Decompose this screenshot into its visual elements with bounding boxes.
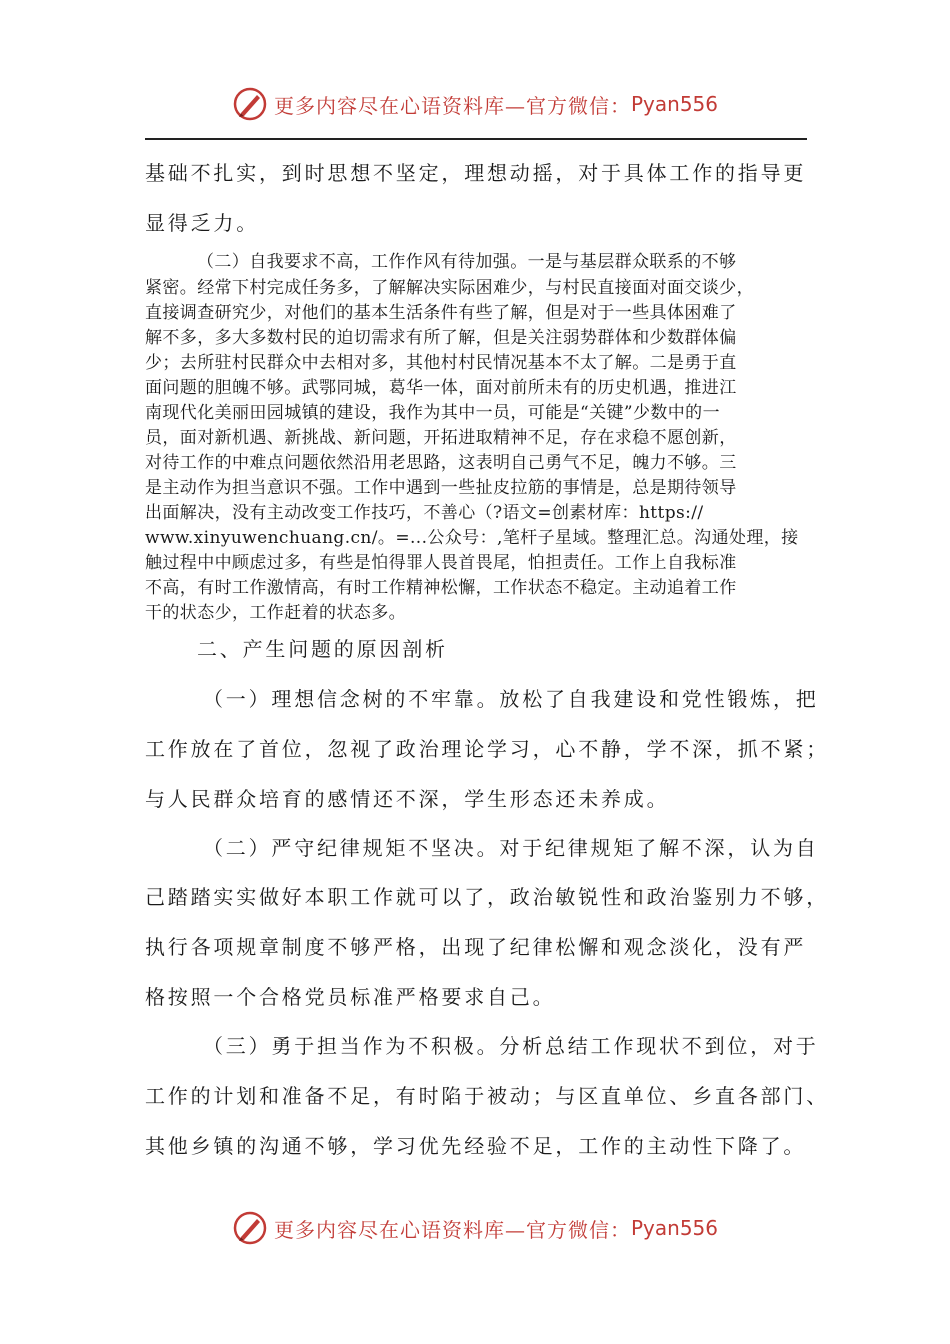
footer-wechat-id: Pyan556 — [630, 1216, 718, 1240]
header-banner — [0, 82, 950, 126]
section-heading: 二、产生问题的原因剖析 — [197, 637, 448, 661]
text-line: 格按照一个合格党员标准严格要求自己。 — [145, 985, 556, 1009]
text-line: 执行各项规章制度不够严格，出现了纪律松懈和观念淡化，没有严 — [145, 935, 807, 959]
text-line: 少；去所驻村民群众中去相对多，其他村村民情况基本不太了解。二是勇于直 — [145, 353, 737, 373]
pen-logo-icon — [232, 1210, 268, 1246]
text-line: 解不多，多大多数村民的迫切需求有所了解，但是关注弱势群体和少数群体偏 — [145, 328, 737, 348]
text-line: 是主动作为担当意识不强。工作中遇到一些扯皮拉筋的事情是，总是期待领导 — [145, 478, 737, 498]
text-line: 员，面对新机遇、新挑战、新问题，开拓进取精神不足，存在求稳不愿创新， — [145, 428, 737, 448]
text-line: 基础不扎实，到时思想不坚定，理想动摇，对于具体工作的指导更 — [145, 161, 807, 185]
text-line: 己踏踏实实做好本职工作就可以了，政治敏锐性和政治鉴别力不够， — [145, 885, 829, 909]
text-line: 不高，有时工作激情高，有时工作精神松懈，工作状态不稳定。主动追着工作 — [145, 578, 737, 598]
text-line: 工作的计划和准备不足，有时陷于被动；与区直单位、乡直各部门、 — [145, 1084, 829, 1108]
text-line: （二）严守纪律规矩不坚决。对于纪律规矩了解不深，认为自 — [203, 836, 819, 860]
text-line: 干的状态少，工作赶着的状态多。 — [145, 603, 406, 623]
text-line: 面问题的胆魄不够。武鄂同城，葛华一体，面对前所未有的历史机遇，推进江 — [145, 378, 737, 398]
text-line: 出面解决，没有主动改变工作技巧，不善心（?语文=创素材库：https:// — [145, 503, 704, 523]
text-line: 对待工作的中难点问题依然沿用老思路，这表明自己勇气不足，魄力不够。三 — [145, 453, 737, 473]
text-line: 工作放在了首位，忽视了政治理论学习，心不静，学不深，抓不紧； — [145, 737, 829, 761]
text-line: （二）自我要求不高，工作作风有待加强。一是与基层群众联系的不够 — [197, 252, 737, 272]
text-line: www.xinyuwenchuang.cn/。=...公众号：,笔杆子星域。整理汇总。沟通处理，接 — [145, 528, 799, 548]
text-line: （一）理想信念树的不牢靠。放松了自我建设和党性锻炼，把 — [203, 687, 819, 711]
pen-logo-icon — [232, 86, 268, 122]
text-line: 显得乏力。 — [145, 211, 259, 235]
footer-banner — [0, 1206, 950, 1250]
text-line: 紧密。经常下村完成任务多，了解解决实际困难少，与村民直接面对面交谈少， — [145, 278, 754, 298]
text-line: 与人民群众培育的感情还不深，学生形态还未养成。 — [145, 787, 670, 811]
header-divider — [145, 138, 807, 140]
header-banner-text: 更多内容尽在心语资料库—官方微信： — [273, 93, 631, 118]
footer-banner-text: 更多内容尽在心语资料库—官方微信： — [273, 1217, 631, 1242]
text-line: （三）勇于担当作为不积极。分析总结工作现状不到位，对于 — [203, 1034, 819, 1058]
text-line: 其他乡镇的沟通不够，学习优先经验不足，工作的主动性下降了。 — [145, 1134, 807, 1158]
text-line: 直接调查研究少，对他们的基本生活条件有些了解，但是对于一些具体困难了 — [145, 303, 737, 323]
header-wechat-id: Pyan556 — [630, 92, 718, 116]
text-line: 触过程中中顾虑过多，有些是怕得罪人畏首畏尾，怕担责任。工作上自我标准 — [145, 553, 737, 573]
text-line: 南现代化美丽田园城镇的建设，我作为其中一员，可能是“关键”少数中的一 — [145, 403, 720, 423]
